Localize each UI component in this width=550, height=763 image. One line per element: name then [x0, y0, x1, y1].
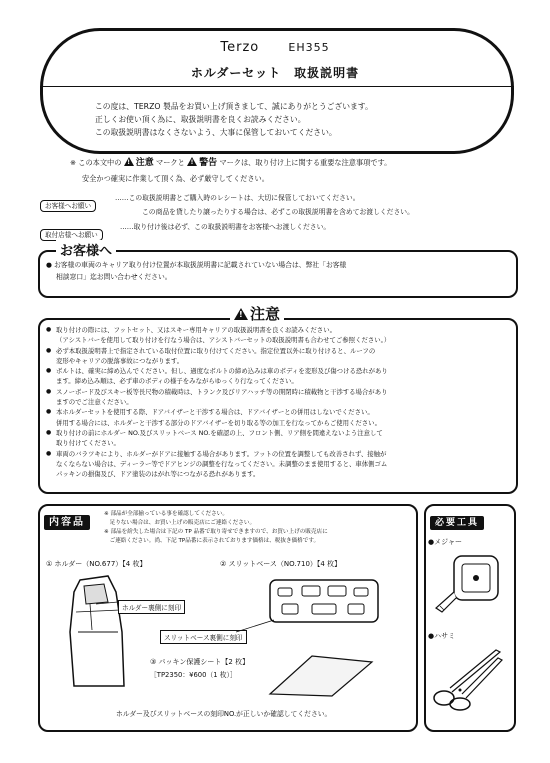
model-number: EH355 — [288, 41, 330, 54]
intro-line: この取扱説明書はなくさないよう、大事に保管しておいてください。 — [95, 128, 337, 137]
request-line: ……取り付け後は必ず、この取扱説明書をお客様へお渡しください。 — [120, 223, 331, 231]
caution-icon — [124, 157, 134, 166]
contents-title: 内容品 — [44, 515, 90, 530]
header-divider — [40, 86, 514, 87]
holder-callout-pointer — [96, 596, 120, 606]
caution-item: ● ボルトは、確実に締め込んでください。但し、過度なボルトの締め込みは車のボディを変形及び傷つける恐れがあり ます。締め込み順は、必ず車のボディの様子をみながらゆっくり行なってください。 — [46, 366, 390, 387]
tools-title: 必要工具 — [430, 516, 484, 530]
contents-note: 足りない場合は、お買い上げの販売店にご連絡ください。 — [104, 520, 256, 526]
caution-item: ● 必ず本取扱説明書上で指定されている取付位置に取り付けてください。指定位置以外に取り付けると、ルーフの 変形やキャリアの脱落事故につながります。 — [46, 346, 390, 367]
intro-line: 正しくお使い頂く為に、取扱説明書を良くお読みください。 — [95, 115, 306, 124]
notice-prefix: ※ この本文中の — [70, 158, 122, 167]
caution-heading-text: 注意 — [250, 305, 281, 323]
warning-word: 警告 — [199, 158, 218, 168]
to-customer-line-text: お客様の車両のキャリア取り付け位置が本取扱説明書に記載されていない場合は、弊社「お客様 — [54, 261, 347, 269]
notice-line-2: 安全かつ確実に作業して頂く為、必ず厳守してください。 — [82, 174, 269, 183]
holder-label: ① ホルダー（NO.677）【4 枚】 — [46, 560, 147, 568]
intro-line: この度は、TERZO 製品をお買い上げ頂きまして、誠にありがとうございます。 — [95, 102, 373, 111]
caution-heading-icon — [234, 308, 248, 320]
packing-label: ③ パッキン保護シート【2 枚】 — [150, 658, 250, 666]
warning-icon — [187, 157, 197, 166]
tool-item: ●ハサミ — [428, 632, 456, 640]
to-customer-title: お客様へ — [56, 240, 116, 259]
packing-sheet-illustration — [266, 652, 376, 698]
contents-title-wrap — [44, 510, 90, 529]
caution-item: ● スノーボード及びスキー板等長尺物の積載時は、トランク及びリアハッチ等の開閉時に積載物と干渉する場合があり ますのでご注意ください。 — [46, 387, 390, 408]
to-customer-line: ● お客様の車両のキャリア取り付け位置が本取扱説明書に記載されていない場合は、弊社「お客様 — [46, 261, 347, 269]
request-line: この商品を貸したり譲ったりする場合は、必ずこの取扱説明書を含めてお渡しください。 — [142, 208, 414, 216]
notice-suffix: マークは、取り付け上に関する重要な注意事項です。 — [219, 158, 392, 167]
tool-item: ●メジャー — [428, 538, 462, 546]
brand-line — [0, 40, 550, 55]
notice-middle: マークと — [156, 158, 185, 167]
tape-measure-icon — [432, 552, 504, 614]
caution-heading — [230, 303, 284, 324]
caution-list — [46, 325, 390, 479]
contents-note: ※ 部品が全部揃っている事を確認してください。 — [104, 511, 228, 517]
packing-tp: ［TP2350：¥600（1 枚）］ — [150, 671, 237, 679]
customer-request — [40, 193, 96, 212]
scissors-icon — [430, 646, 506, 712]
contents-notes — [104, 510, 328, 546]
brand-logo: Terzo — [220, 40, 260, 55]
slit-base-illustration — [268, 578, 380, 626]
slit-label: ② スリットベース（NO.710）【4 枚】 — [220, 560, 342, 568]
to-customer-text — [46, 261, 346, 282]
holder-illustration — [60, 572, 140, 692]
request-tag: お客様へお願い — [40, 200, 96, 212]
installer-request — [40, 222, 103, 241]
caution-item: ● 本ホルダーセットを使用する際、ドアバイザーと干渉する場合は、ドアバイザーとの併用はしないでください。 併用する場合には、ホルダーと干渉する部分のドアバイザーを切り取る等の加工を行なってからご使用ください。 — [46, 407, 390, 428]
to-customer-line: 相談窓口」迄お問い合わせください。 — [56, 273, 172, 282]
contents-footer: ホルダー及びスリットベースの刻印NO.が正しいか確認してください。 — [116, 710, 332, 718]
page-title: ホルダーセット 取扱説明書 — [190, 66, 360, 80]
notice-line-1 — [70, 157, 391, 169]
caution-item: ● 取り付けの前にホルダー NO.及びスリットベース NO.を確認の上、フロント側、リア側を間違えないよう注意して 取り付けてください。 — [46, 428, 390, 449]
request-line: ……この取扱説明書とご購入時のレシートは、大切に保管しておいてください。 — [115, 194, 360, 202]
intro-text — [95, 100, 495, 139]
tools-title-wrap — [430, 510, 484, 529]
caution-word: 注意 — [135, 158, 154, 168]
request-tag: 取付店様へお願い — [40, 229, 103, 241]
caution-item: ● 車両のバラツキにより、ホルダーがドアに接触する場合があります。フットの位置を調整しても改善されず、接触が なくならない場合は、ディーラー等でドアヒンジの調整を行なってください。未調整のまま使用すると、車体側ゴム パッキンの損傷及び、ドア塗装のはがれ等につながる恐れがあります。 — [46, 449, 390, 480]
caution-item: ● 取り付けの際には、フットセット、又はスキー専用キャリアの取扱説明書を良くお読みください。 （アシストバーを使用して取り付けを行なう場合は、アシストバーセットの取扱説明書も合わせてご参照ください。） — [46, 325, 390, 346]
slit-callout-pointer — [236, 618, 276, 634]
contents-note: ※ 部品を紛失した場合は下記の TP 品番で取り寄せできますので、お買い上げの販売店に — [104, 529, 328, 535]
slit-callout: スリットベース裏側に刻印 — [160, 630, 247, 644]
contents-note: ご連絡ください。尚、下記 TP品番に表示されております価格は、税抜き価格です。 — [104, 538, 320, 544]
holder-callout: ホルダー裏側に刻印 — [118, 600, 185, 614]
